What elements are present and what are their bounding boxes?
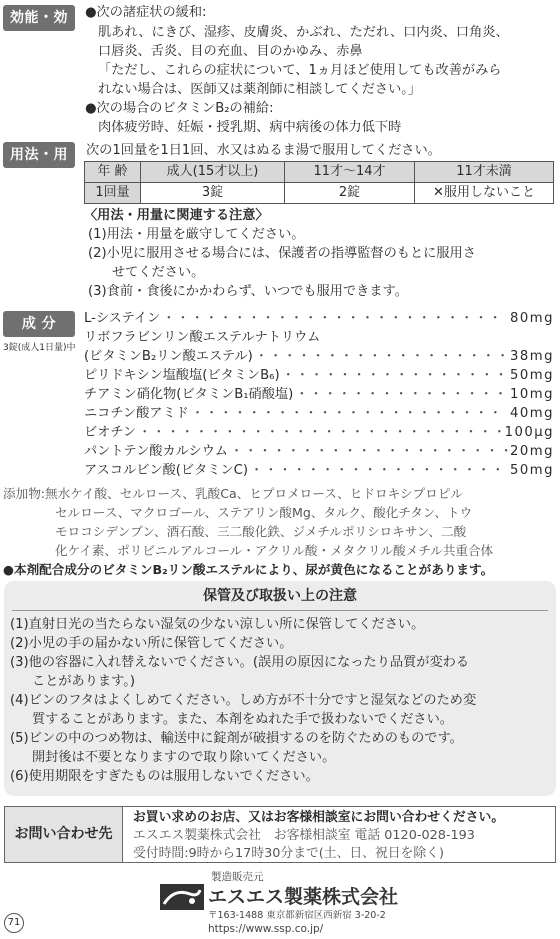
company-address: 〒163-1488 東京都新宿区西新宿 3-20-2 [208,910,386,921]
ingredients-sublabel: 3錠(成人1日量)中 [3,343,76,353]
ingredient-row [84,423,554,442]
ingredient-name: チアミン硝化物(ビタミンB₁硝酸塩) [84,387,294,402]
contact-phone: エスエス製薬株式会社 お客様相談室 電話 0120-028-193 [133,828,475,843]
leader-dots [255,347,508,366]
contact-hours: 受付時間:9時から17時30分まで(土、日、祝日を除く) [133,846,444,861]
ingredient-amount: 10mg [510,387,554,402]
storage-item: (2)小児の手の届かない所に保管してください。 [10,636,293,651]
ingredient-row [84,385,554,404]
maker-label: 製造販売元 [211,871,264,883]
leader-dots [191,404,508,423]
ingredient-amount: 38mg [510,349,554,364]
efficacy-text: 口唇炎、舌炎、目の充血、目のかゆみ、赤鼻 [98,44,363,59]
dosage-notes-title: 〈用法・用量に関連する注意〉 [84,208,269,223]
page-number: 71 [4,913,24,933]
ingredient-name: L-システイン [84,311,161,326]
dosage-note: (2)小児に服用させる場合には、保護者の指導監督のもとに服用さ [88,246,476,261]
table-cell: 2錠 [285,183,415,204]
leader-dots [162,309,508,328]
ingredient-row [84,309,554,328]
ingredient-amount: 100μg [504,425,554,440]
additives-text: 化ケイ素、ポリビニルアルコール・アクリル酸・メタクリル酸メチル共重合体 [55,543,494,558]
ingredient-row [84,347,554,366]
ingredient-row [84,461,554,480]
ingredients-label: 成 分 [3,311,75,337]
table-cell: ✕服用しないこと [415,183,554,204]
contact-line: お買い求めのお店、又はお客様相談室にお問い合わせください。 [133,810,505,825]
efficacy-text: 「ただし、これらの症状について、1ヵ月ほど使用しても改善がみら [98,63,502,78]
ingredient-name: (ビタミンB₂リン酸エステル) [84,349,253,364]
table-cell: 3錠 [141,183,285,204]
leader-dots [138,423,502,442]
table-cell: 1回量 [85,183,141,204]
leader-dots [250,461,508,480]
efficacy-bullet-2: ●次の場合のビタミンB₂の補給: [85,101,274,116]
dosage-note: (3)食前・食後にかかわらず、いつでも服用できます。 [88,284,408,299]
leader-dots [295,385,508,404]
efficacy-label: 効能・効果 [3,5,75,31]
storage-item: (1)直射日光の当たらない湿気の少ない涼しい所に保管してください。 [10,617,425,632]
storage-item: 開封後は不要となりますので取り除いてください。 [32,750,336,765]
efficacy-bullet-1: ●次の諸症状の緩和: [85,5,207,20]
table-cell: 年 齢 [85,162,141,183]
ingredient-name: リボフラビンリン酸エステルナトリウム [84,330,321,345]
dosage-label: 用法・用量 [3,142,75,168]
dosage-table [84,161,554,204]
company-url: https://www.ssp.co.jp/ [208,923,324,935]
contact-box [4,806,556,863]
efficacy-text: 肌あれ、にきび、湿疹、皮膚炎、かぶれ、ただれ、口内炎、口角炎、 [98,25,509,40]
table-cell: 11才～14才 [285,162,415,183]
storage-item: (4)ビンのフタはよくしめてください。しめ方が不十分ですと湿気などのため変 [10,693,477,708]
ingredient-row [84,328,554,347]
storage-item: ことがあります。) [32,674,135,689]
table-row [85,183,554,204]
ingredient-name: ニコチン酸アミド [84,406,189,421]
efficacy-text: れない場合は、医師又は薬剤師に相談してください。」 [98,82,422,97]
storage-item: (6)使用期限をすぎたものは服用しないでください。 [10,769,319,784]
efficacy-text: 肉体疲労時、妊娠・授乳期、病中病後の体力低下時 [98,120,402,135]
ingredient-amount: 50mg [510,463,554,478]
storage-item: 質することがあります。また、本剤をぬれた手で扱わないでください。 [32,712,453,727]
ingredient-amount: 50mg [510,368,554,383]
dosage-note: (1)用法・用量を厳守してください。 [88,227,305,242]
table-cell: 成人(15才以上) [141,162,285,183]
ingredient-row [84,404,554,423]
ingredient-row [84,366,554,385]
ingredient-name: パントテン酸カルシウム [84,444,228,459]
additives-text: セルロース、マクロゴール、ステアリン酸Mg、タルク、酸化チタン、トウ [55,505,473,520]
ingredient-name: アスコルビン酸(ビタミンC) [84,463,249,478]
ingredient-amount: 80mg [510,311,554,326]
ingredients-note: ●本剤配合成分のビタミンB₂リン酸エステルにより、尿が黄色になることがあります。 [3,562,494,577]
storage-item: (5)ビンの中のつめ物は、輸送中に錠剤が破損するのを防ぐためのものです。 [10,731,463,746]
additives-text: 添加物:無水ケイ酸、セルロース、乳酸Ca、ヒプロメロース、ヒドロキシプロピル [3,486,464,501]
ingredient-row [84,442,554,461]
ingredient-amount: 20mg [510,444,554,459]
dosage-intro: 次の1回量を1日1回、水又はぬるま湯で服用してください。 [86,143,441,158]
storage-box [4,581,556,796]
leader-dots [282,366,508,385]
table-row [85,162,554,183]
storage-title: 保管及び取扱い上の注意 [203,588,357,604]
table-cell: 11才未満 [415,162,554,183]
storage-item: (3)他の容器に入れ替えないでください。(誤用の原因になったり品質が変わる [10,655,470,670]
additives-text: モロコシデンプン、酒石酸、三二酸化鉄、ジメチルポリシロキサン、二酸 [55,524,467,539]
ss-logo-icon [160,884,204,910]
divider [12,610,548,611]
contact-label: お問い合わせ先 [5,807,123,862]
ingredient-name: ピリドキシン塩酸塩(ビタミンB₆) [84,368,280,383]
dosage-note: せてください。 [112,265,205,280]
ingredient-name: ビオチン [84,425,137,440]
ingredient-amount: 40mg [510,406,554,421]
leader-dots [230,442,508,461]
company-name: エスエス製薬株式会社 [208,886,399,908]
